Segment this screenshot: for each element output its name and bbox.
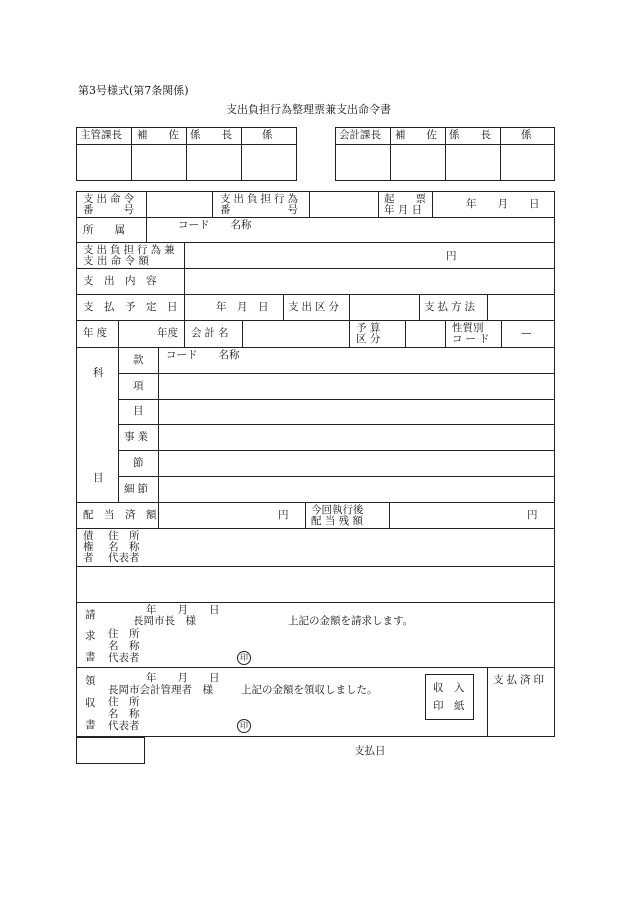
pay-class-label: 支出区分 [288, 301, 342, 313]
budget-class-label-1: 予 算 [356, 322, 381, 334]
subject-jigyo: 事業 [124, 431, 151, 443]
receipt-text: 上記の金額を領収しました。 [241, 684, 378, 696]
amount-label-2: 支 出 命 令 額 [83, 255, 149, 267]
pay-date-value: 年 月 日 [216, 301, 269, 313]
approval-left-3: 係 長 [190, 129, 232, 141]
allocated-label: 配 当 済 額 [83, 509, 157, 521]
allocated-yen: 円 [278, 509, 289, 521]
amount-label-1: 支出負担行為兼 [83, 244, 178, 256]
order-no-label-2: 番 号 [83, 204, 137, 216]
claim-label-2: 求 [85, 630, 96, 642]
stamp-label-2: 印 紙 [433, 700, 465, 712]
creditor-address: 住 所 [108, 530, 140, 542]
paid-seal-label: 支払済印 [493, 674, 547, 686]
subject-kan: 款 [133, 354, 144, 366]
claim-representative: 代表者 [108, 652, 140, 664]
fiscal-year-unit: 年度 [157, 327, 178, 339]
subject-label-top: 科 [93, 367, 104, 379]
remaining-label-1: 今回執行後 [311, 504, 364, 516]
creditor-label-2: 権 [83, 541, 94, 553]
nature-code-label-1: 性質別 [452, 322, 484, 334]
claim-date: 年 月 日 [146, 604, 220, 616]
receipt-date: 年 月 日 [146, 672, 220, 684]
subject-setsu: 節 [133, 457, 144, 469]
receipt-address: 住 所 [108, 696, 140, 708]
revenue-stamp-box [425, 674, 474, 720]
amount-yen: 円 [446, 250, 457, 262]
receipt-representative: 代表者 [108, 720, 140, 732]
commitment-no-label-1: 支出負担行為 [220, 193, 301, 205]
creditor-representative: 代表者 [108, 552, 140, 564]
creditor-label-3: 者 [83, 552, 94, 564]
affiliation-code-name: コード 名称 [178, 219, 252, 231]
receipt-label-1: 領 [85, 675, 96, 687]
pay-method-label: 支払方法 [424, 301, 478, 313]
claim-text: 上記の金額を請求します。 [288, 615, 414, 627]
receipt-name: 名 称 [108, 708, 140, 720]
approval-left-1: 主管課長 [80, 129, 122, 141]
form-label: 第3号様式(第7条関係) [78, 84, 189, 97]
draft-label-2: 年 月 日 [384, 204, 423, 216]
claim-name: 名 称 [108, 640, 140, 652]
approval-left-2: 補 佐 [137, 129, 179, 141]
pay-date-label: 支 払 予 定 日 [83, 301, 178, 313]
order-no-label-1: 支出命令 [83, 193, 137, 205]
receipt-label-2: 収 [85, 697, 96, 709]
main-form [76, 191, 555, 737]
budget-class-label-2: 区 分 [356, 333, 381, 345]
approval-left-4: 係 [262, 129, 273, 141]
fiscal-year-label: 年度 [83, 327, 110, 339]
receipt-label-3: 書 [85, 719, 96, 731]
pay-day-label: 支払日 [354, 745, 386, 757]
claim-address: 住 所 [108, 628, 140, 640]
remaining-yen: 円 [527, 509, 538, 521]
approval-right-1: 会計課長 [339, 129, 381, 141]
nature-code-label-2: コード [452, 333, 493, 345]
claim-label-3: 書 [85, 651, 96, 663]
remaining-label-2: 配 当 残 額 [311, 515, 364, 527]
nature-code-dash: — [521, 327, 532, 339]
affiliation-label: 所 属 [83, 224, 125, 236]
creditor-name: 名 称 [108, 541, 140, 553]
approval-right-2: 補 佐 [395, 129, 437, 141]
commitment-no-label-2: 番 号 [220, 204, 301, 216]
receipt-seal: 印 [237, 719, 251, 733]
creditor-label-1: 債 [83, 530, 94, 542]
draft-date-value: 年 月 日 [466, 198, 540, 210]
account-name-label: 会計名 [191, 327, 232, 339]
claim-label-1: 請 [85, 609, 96, 621]
subject-label-bottom: 目 [93, 472, 104, 484]
subject-code-name: コード 名称 [166, 349, 240, 361]
subject-kou: 項 [133, 380, 144, 392]
draft-label-1: 起 票 [384, 193, 426, 205]
content-label: 支 出 内 容 [83, 275, 157, 287]
subject-moku: 目 [133, 405, 144, 417]
approval-right-4: 係 [521, 129, 532, 141]
stamp-label-1: 収 入 [433, 682, 465, 694]
approval-right-3: 係 長 [449, 129, 491, 141]
subject-saisetsu: 細節 [124, 483, 151, 495]
form-title: 支出負担行為整理票兼支出命令書 [226, 103, 391, 116]
claim-to: 長岡市長 様 [133, 615, 196, 627]
claim-seal: 印 [237, 651, 251, 665]
pay-day-box [76, 737, 145, 764]
receipt-to: 長岡市会計管理者 様 [108, 684, 213, 696]
